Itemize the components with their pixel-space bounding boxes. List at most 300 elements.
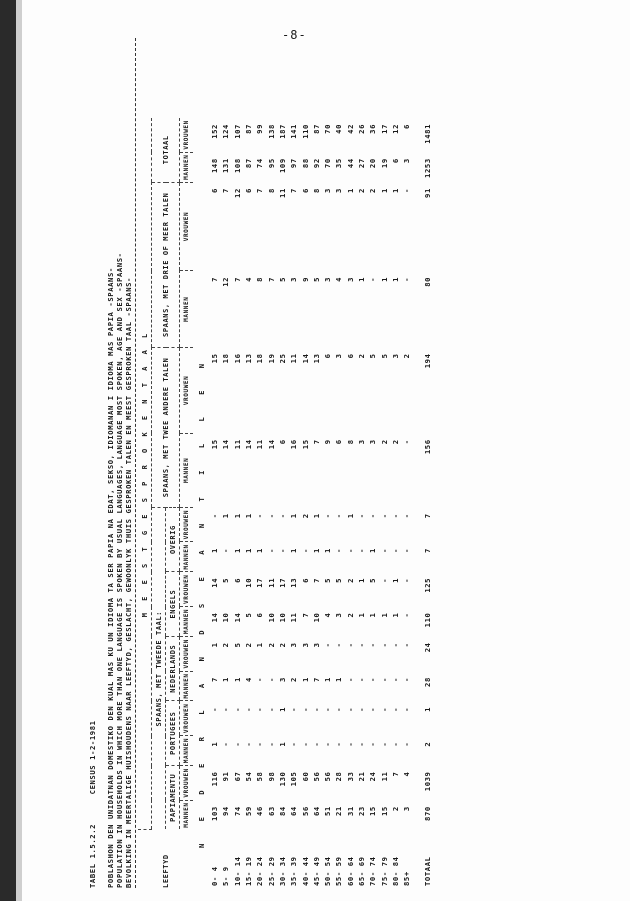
table-row [254,118,265,888]
value-cell: 15 [210,439,220,450]
value-cell: 1253 [423,158,433,178]
value-cell: 3 [402,806,412,812]
value-cell: 1 [300,677,310,683]
value-cell: 1 [423,706,433,712]
value-cell: 6 [232,577,242,583]
value-cell: 5 [311,276,321,282]
value-cell: - [323,706,333,712]
value-cell: - [368,642,378,648]
table-row [367,118,378,888]
value-cell: - [402,548,412,553]
value-cell: 7 [390,771,400,777]
data-table [138,118,434,888]
value-cell: - [221,741,231,747]
value-cell: 1 [255,548,265,553]
value-cell: - [266,741,276,747]
value-cell: - [334,642,344,648]
value-cell: 1 [379,276,389,282]
value-cell: 7 [289,188,299,194]
value-cell: 107 [232,124,242,139]
value-cell: - [266,706,276,712]
value-cell: - [277,548,287,553]
age-cell: 10- 14 [232,856,242,886]
value-cell: 1 [379,612,389,618]
value-cell: 3 [323,188,333,194]
value-cell: 42 [345,124,355,134]
value-cell: 194 [423,353,433,369]
value-cell: 105 [289,771,299,787]
value-cell: 97 [289,158,299,169]
value-cell: 1039 [423,771,433,792]
value-cell: 14 [210,612,220,623]
value-cell: 1 [323,677,333,683]
value-cell: 870 [423,806,433,821]
value-cell: 4 [323,612,333,618]
value-cell: 24 [368,771,378,782]
value-cell: - [379,642,389,648]
value-cell: 1 [210,741,220,747]
value-cell: 56 [311,771,321,782]
scan-shadow [16,0,22,901]
value-cell: 1 [390,612,400,618]
value-cell: 148 [210,158,220,174]
value-cell: 6 [300,188,310,194]
value-cell: - [345,741,355,747]
value-cell: - [345,642,355,648]
value-cell: 1 [289,513,299,519]
value-cell: 27 [357,158,366,169]
page-number: -8- [282,28,307,42]
sub-header-vrouwen: VROUWEN [180,118,194,152]
value-cell: 60 [300,771,310,782]
value-cell: 10 [277,612,287,623]
value-cell: 3 [334,353,344,359]
table-row [401,118,412,888]
value-cell: - [368,276,378,282]
value-cell: 5 [368,353,378,359]
value-cell: - [379,741,389,747]
age-cell: 25- 29 [266,856,276,886]
value-cell: - [368,513,378,519]
value-cell: 8 [345,439,355,445]
table-row [299,118,310,888]
value-cell: 6 [300,577,310,583]
value-cell: 7 [423,548,433,553]
value-cell: 74 [255,158,265,169]
value-cell: - [255,706,265,712]
value-cell: 56 [300,806,310,817]
value-cell: 6 [210,188,220,194]
value-cell: 9 [300,276,310,282]
value-cell: - [334,548,344,553]
value-cell: 36 [368,124,378,134]
value-cell: - [334,513,344,519]
value-cell: 7 [255,188,265,194]
age-cell: 35- 39 [289,856,299,886]
value-cell: - [300,741,310,747]
value-cell: 1 [210,642,220,648]
value-cell: 58 [255,771,265,782]
value-cell: 2 [357,353,366,359]
age-cell: 80- 84 [390,856,400,886]
value-cell: - [402,439,412,445]
value-cell: 7 [300,612,310,618]
value-cell: - [255,513,265,519]
value-cell: - [323,513,333,519]
value-cell: - [402,577,412,583]
value-cell: 18 [221,353,231,364]
value-cell: 1 [311,513,321,519]
value-cell: - [402,642,412,648]
sub-header-mannen: MANNEN [180,736,194,766]
value-cell: - [345,677,355,683]
value-cell: 1 [244,513,254,519]
value-cell: 5 [379,353,389,359]
col-overig: OVERIG [166,507,180,572]
value-cell: 13 [289,577,299,588]
value-cell: 87 [311,124,321,134]
sub-header-mannen: MANNEN [180,671,194,701]
value-cell: 70 [323,124,333,134]
value-cell: 2 [277,642,287,648]
value-cell: 16 [289,439,299,450]
value-cell: 17 [255,577,265,588]
sub-header-vrouwen: VROUWEN [180,182,194,271]
value-cell: 11 [289,353,299,364]
value-cell: 2 [423,741,433,747]
value-cell: 1 [357,577,366,583]
value-cell: 3 [323,276,333,282]
value-cell: 87 [244,158,254,169]
value-cell: 84 [277,806,287,817]
sub-header-mannen: MANNEN [180,152,194,182]
value-cell: 2 [390,806,400,812]
age-header: LEEFTYD [161,854,170,888]
value-cell: 1 [334,677,344,683]
value-cell: 64 [289,806,299,817]
sub-header-vrouwen: VROUWEN [180,572,194,607]
title-english: POPULATION IN HOUSEHOLDS IN WHICH MORE THAN ONE LANGUAGE IS SPOKEN BY USUAL LANGUAGES, LANGUAGE MOST SPOKEN, AGE AND SEX -SPAANS- [115,252,124,888]
value-cell: 5 [244,612,254,618]
value-cell: - [390,706,400,712]
value-cell: - [255,741,265,747]
value-cell: 2 [266,642,276,648]
value-cell: 12 [221,276,231,287]
value-cell: 130 [277,771,287,787]
value-cell: 3 [289,276,299,282]
value-cell: 18 [255,353,265,364]
value-cell: 21 [334,806,344,817]
age-cell: 40- 44 [300,856,310,886]
value-cell: 7 [210,677,220,683]
age-cell: 5- 9 [221,866,231,886]
table-row [333,118,344,888]
value-cell: - [379,548,389,553]
value-cell: 17 [379,124,389,134]
value-cell: 7 [232,276,242,282]
value-cell: 2 [244,642,254,648]
value-cell: 20 [368,158,378,169]
value-cell: 2 [368,188,378,194]
value-cell: 3 [345,276,355,282]
title-dutch: BEVOLKING IN MEERTALIGE HUISHOUDENS NAAR LEEFTYD, GESLACHT, GEWOONLYK THUIS GESPROKEN TALEN EN MEEST GESPROKEN TAAL -SPAANS- [124,277,133,888]
value-cell: 5 [323,577,333,583]
value-cell: 5 [334,577,344,583]
value-cell: 1 [390,577,400,583]
value-cell: - [390,642,400,648]
table-row [345,118,356,888]
value-cell: - [390,741,400,747]
value-cell: 110 [423,612,433,628]
value-cell: 67 [232,771,242,782]
age-cell: 15- 19 [244,856,254,886]
value-cell: 141 [289,124,299,139]
value-cell: 11 [289,612,299,623]
value-cell: - [379,513,389,519]
value-cell: 2 [221,642,231,648]
value-cell: 56 [323,771,333,782]
value-cell: 10 [221,612,231,623]
sub-header-mannen: MANNEN [180,542,194,572]
value-cell: 10 [266,612,276,623]
value-cell: - [402,677,412,683]
value-cell: 7 [311,677,321,683]
value-cell: 3 [334,612,344,618]
value-cell: 99 [255,124,265,134]
value-cell: 3 [357,439,366,445]
value-cell: 59 [244,806,254,817]
value-cell: 110 [300,124,310,139]
value-cell: 6 [255,612,265,618]
value-cell: 14 [232,612,242,623]
value-cell: 6 [390,158,400,164]
value-cell: 156 [423,439,433,455]
value-cell: 92 [311,158,321,169]
value-cell: 70 [323,158,333,169]
value-cell: 14 [300,353,310,364]
value-cell: - [357,513,366,519]
value-cell: 4 [402,771,412,777]
value-cell: 7 [311,439,321,445]
value-cell: 74 [232,806,242,817]
value-cell: - [244,741,254,747]
value-cell: 2 [402,353,412,359]
age-cell: 20- 24 [255,856,265,886]
value-cell: - [345,548,355,553]
value-cell: 5 [232,642,242,648]
value-cell: - [402,188,412,194]
value-cell: 1 [244,548,254,553]
value-cell: 1 [345,188,355,194]
value-cell: 6 [277,439,287,445]
value-cell: - [402,513,412,519]
value-cell: 15 [300,439,310,450]
value-cell: 44 [345,158,355,169]
value-cell: 2 [300,513,310,519]
value-cell: 14 [266,439,276,450]
value-cell: 3 [300,642,310,648]
value-cell: 1 [390,276,400,282]
col-portugees: PORTUGEES [166,701,180,766]
value-cell: - [379,577,389,583]
value-cell: 6 [402,124,412,129]
value-cell: - [334,706,344,712]
value-cell: 10 [244,577,254,588]
sub-header-vrouwen: VROUWEN [180,507,194,542]
value-cell: - [221,548,231,553]
value-cell: 15 [210,353,220,364]
value-cell: 2 [379,439,389,445]
value-cell: 33 [345,771,355,782]
table-row [265,118,276,888]
value-cell: - [368,677,378,683]
table-row [412,118,433,888]
value-cell: - [402,612,412,618]
value-cell: 4 [244,677,254,683]
value-cell: 25 [277,353,287,364]
value-cell: 131 [221,158,231,174]
value-cell: - [311,706,321,712]
table-id: TABEL 1.5.2.2 [88,823,97,888]
scan-binding-edge [0,0,16,901]
value-cell: 17 [277,577,287,588]
value-cell: - [221,706,231,712]
value-cell: 3 [334,188,344,194]
value-cell: 95 [266,158,276,169]
value-cell: 23 [357,806,366,817]
age-cell: 45- 49 [311,856,321,886]
value-cell: 28 [334,771,344,782]
value-cell: - [266,677,276,683]
value-cell: 187 [277,124,287,139]
value-cell: 4 [244,276,254,282]
value-cell: 2 [345,612,355,618]
value-cell: - [232,741,242,747]
value-cell: 12 [232,188,242,198]
value-cell: 14 [221,439,231,450]
value-cell: - [368,706,378,712]
value-cell: 54 [244,771,254,782]
value-cell: 1 [277,741,287,747]
col-spaans-drie: SPAANS, MET DRIE OF MEER TALEN [152,182,180,347]
value-cell: 7 [423,513,433,519]
value-cell: 63 [266,806,276,817]
sub-header-vrouwen: VROUWEN [180,766,194,801]
age-cell: 30- 34 [277,856,287,886]
value-cell: - [289,741,299,747]
value-cell: 12 [390,124,400,134]
value-cell: 1481 [423,124,433,144]
value-cell: 138 [266,124,276,139]
group-header: SPAANS, MET TWEEDE TAAL: [152,507,166,829]
value-cell: - [357,677,366,683]
value-cell: 87 [244,124,254,134]
value-cell: 8 [266,188,276,194]
value-cell: - [390,513,400,519]
value-cell: 152 [210,124,220,139]
col-engels: ENGELS [166,572,180,637]
value-cell: - [368,741,378,747]
value-cell: 1 [289,548,299,553]
value-cell: 6 [334,439,344,445]
value-cell: 6 [323,353,333,359]
value-cell: 15 [379,806,389,817]
value-cell: 1 [368,548,378,553]
value-cell: 51 [323,806,333,817]
value-cell: 125 [423,577,433,593]
value-cell: 13 [311,353,321,364]
value-cell: 11 [379,771,389,782]
value-cell: 1 [368,612,378,618]
age-cell: 55- 59 [334,856,344,886]
value-cell: 7 [210,276,220,282]
value-cell: 9 [323,439,333,445]
value-cell: 40 [334,124,344,134]
age-cell: 50- 54 [323,856,333,886]
value-cell: 2 [357,188,366,194]
value-cell: - [244,706,254,712]
value-cell: - [323,642,333,648]
value-cell: 94 [221,806,231,817]
value-cell: 1 [357,612,366,618]
value-cell: 103 [210,806,220,821]
value-cell: 1 [255,642,265,648]
value-cell: 24 [423,642,433,653]
value-cell: 1 [221,513,231,519]
table-row [356,118,367,888]
value-cell: - [402,276,412,282]
value-cell: 5 [368,577,378,583]
value-cell: 1 [379,188,389,194]
value-cell: 11 [277,188,287,198]
value-cell: 13 [244,353,254,364]
value-cell: 14 [244,439,254,450]
value-cell: 124 [221,124,231,139]
value-cell: 8 [311,188,321,194]
value-cell: 2 [289,677,299,683]
age-cell: 65- 69 [357,856,366,886]
value-cell: - [311,741,321,747]
sub-header-mannen: MANNEN [180,271,194,348]
value-cell: 2 [345,577,355,583]
value-cell: - [379,706,389,712]
value-cell: - [357,642,366,648]
value-cell: - [357,706,366,712]
value-cell: - [210,513,220,519]
sub-header-mannen: MANNEN [180,800,194,829]
value-cell: - [266,548,276,553]
age-cell: 75- 79 [379,856,389,886]
value-cell: 1 [311,548,321,553]
sub-header-vrouwen: VROUWEN [180,701,194,736]
age-cell: TOTAAL [423,856,433,886]
title-papiamentu: POBLASHON DEN UNIDATNAN DOMESTIKO DEN KUAL MAS KU UN IDIOMA TA SER PAPIA NA EDAT, SEKSO, IDIOMANAN I IDIOMA MAS PAPIA -SPAANS- [106,267,115,888]
value-cell: 3 [402,158,412,164]
value-cell: 1 [390,188,400,194]
table-row [378,118,389,888]
super-header: M E E S T G E S P R O K E N T A A L [138,118,152,830]
value-cell: 3 [277,677,287,683]
age-cell: 60- 64 [345,856,355,886]
sub-header-vrouwen: VROUWEN [180,347,194,433]
value-cell: 1 [232,677,242,683]
value-cell: 1 [345,513,355,519]
value-cell: 7 [311,577,321,583]
value-cell: 1 [210,548,220,553]
value-cell: 88 [300,158,310,169]
value-cell: - [379,677,389,683]
sub-header-mannen: MANNEN [180,607,194,637]
